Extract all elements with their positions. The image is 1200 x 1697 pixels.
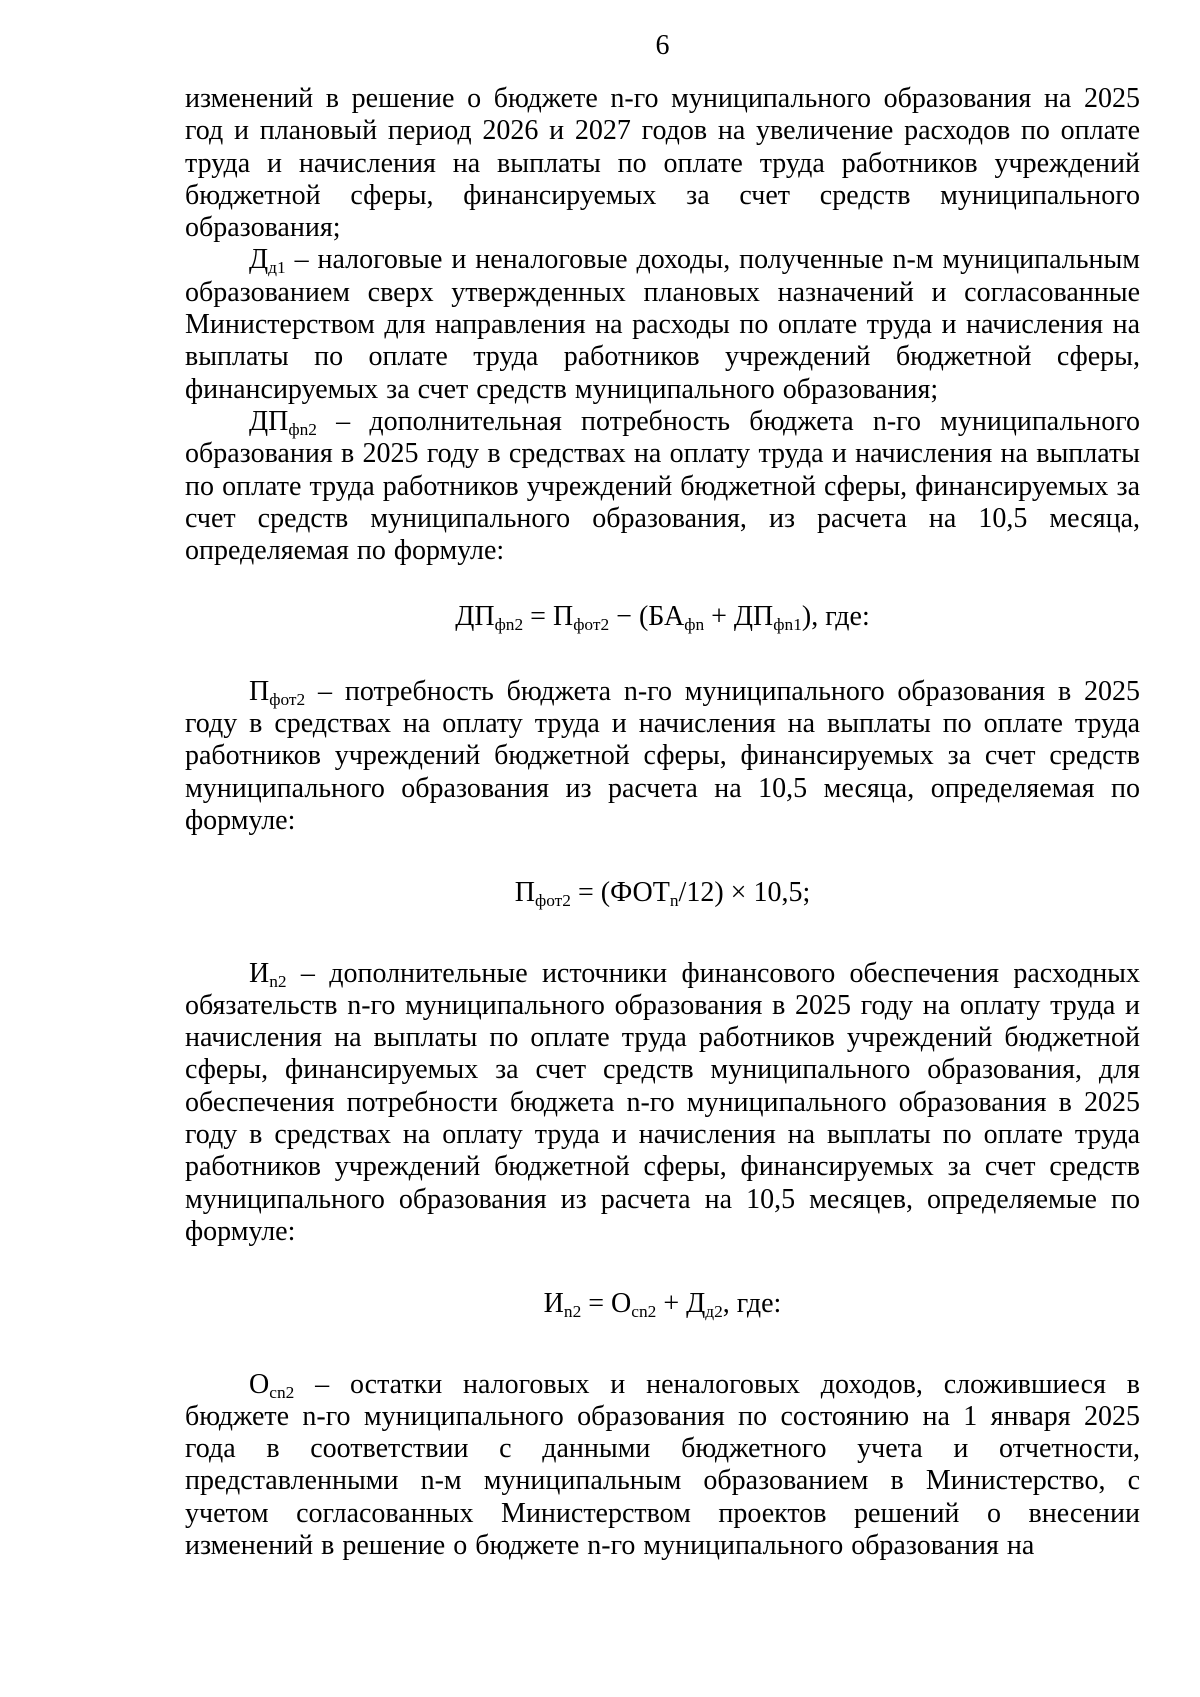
paragraph-term-pfot2: $П_{фот2}$ – потребность бюджета n-го муниципального образования в 2025 году в средствах на оплату труда и начисления на выплаты по оплате труда работников учреждений бюджетной сферы, финансируемых за счет средств муниципального образования из расчета на 10,5 месяца, определяемая по формуле: [185,675,1140,836]
paragraph-term-d1: $Д_{д1}$ – налоговые и неналоговые доходы, полученные n-м муниципальным образованием сверх утвержденных плановых назначений и согласованные Министерством для направления на расходы по оплате труда и начисления на выплаты по оплате труда работников учреждений бюджетной сферы, финансируемых за счет средств муниципального образования; [185,244,1140,405]
formula-pfot2: $П_{фот2} = (ФОТ_n/12) \times 10,5$; [514,877,811,911]
paragraph-continuation: изменений в решение о бюджете n-го муниципального образования на 2025 год и плановый период 2026 и 2027 годов на увеличение расходов по оплате труда и начисления на выплаты по оплате труда работников учреждений бюджетной сферы, финансируемых за счет средств муниципального образования; [185,83,1140,244]
formula-dpfn2: $ДП_{фn2} = П_{фот2} - (БА_{фn} + ДП_{фn1})$, где: [455,601,870,635]
paragraph-term-ocn2: $О_{сn2}$ – остатки налоговых и неналоговых доходов, сложившиеся в бюджете n-го муниципального образования по состоянию на 1 января 2025 года в соответствии с данными бюджетного учета и отчетности, представленными n-м муниципальным образованием в Министерство, с учетом согласованных Министерством проектов решений о внесении изменений в решение о бюджете n-го муниципального образования на [185,1368,1140,1561]
formula-in2: $И_{n2} = О_{сn2} + Д_{д2}$, где: [543,1288,782,1322]
paragraph-term-dpfn2: $ДП_{фn2}$ – дополнительная потребность бюджета n-го муниципального образования в 2025 году в средствах на оплату труда и начисления на выплаты по оплате труда работников учреждений бюджетной сферы, финансируемых за счет средств муниципального образования, из расчета на 10,5 месяца, определяемая по формуле: [185,405,1140,567]
page-number: 6 [655,30,670,61]
paragraph-term-in2: $И_{n2}$ – дополнительные источники финансового обеспечения расходных обязательств n-го муниципального образования в 2025 году на оплату труда и начисления на выплаты по оплате труда работников учреждений бюджетной сферы, финансируемых за счет средств муниципального образования, для обеспечения потребности бюджета n-го муниципального образования в 2025 году в средствах на оплату труда и начисления на выплаты по оплате труда работников учреждений бюджетной сферы, финансируемых за счет средств муниципального образования из расчета на 10,5 месяцев, определяемые по формуле: [185,957,1140,1247]
